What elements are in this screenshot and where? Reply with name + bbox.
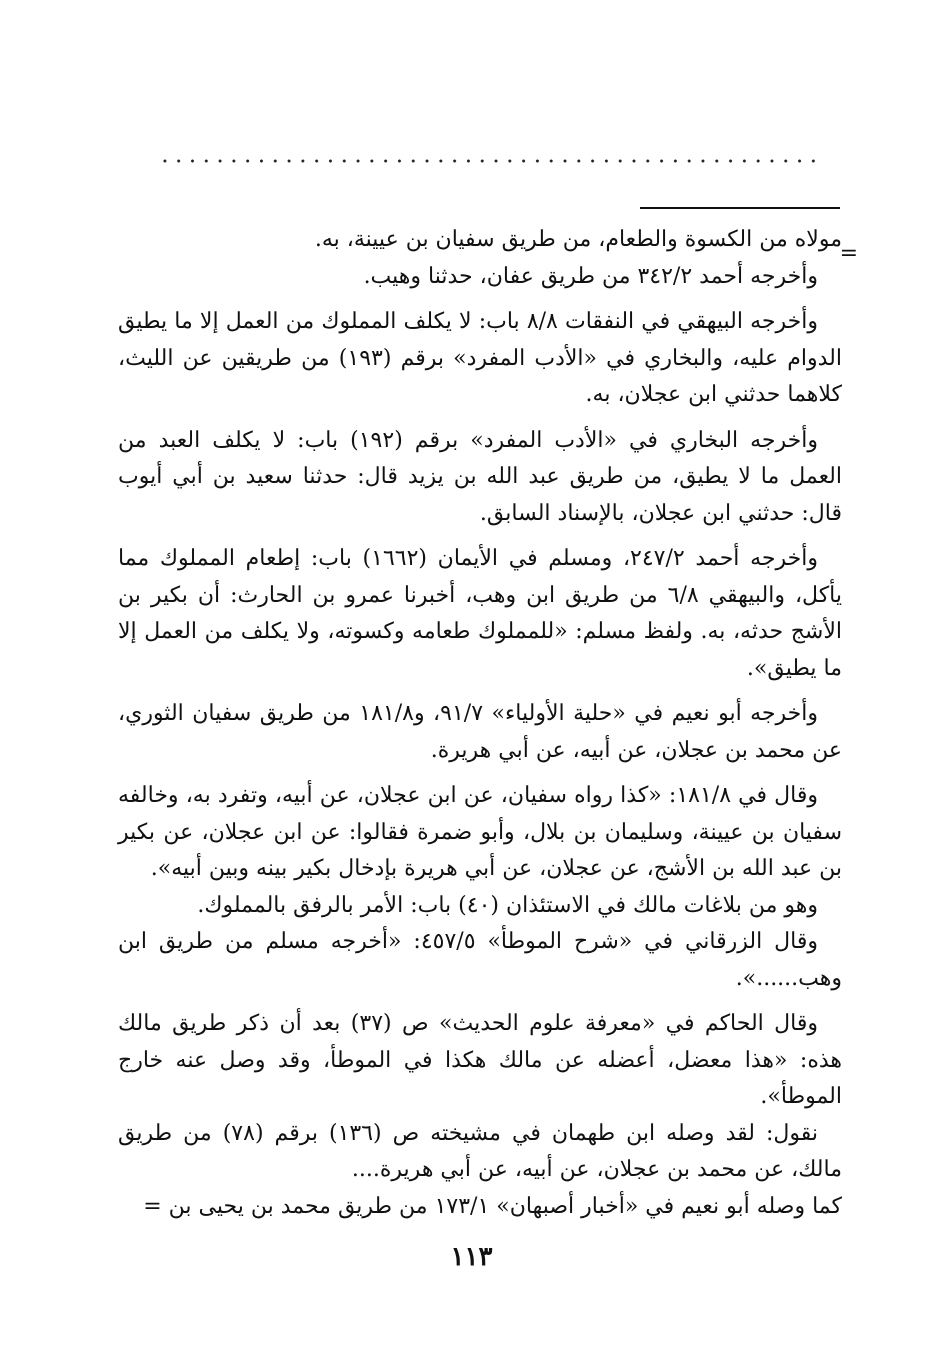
paragraph: وقال في ١٨١/٨: «كذا رواه سفيان، عن ابن عجلان، عن أبيه، وتفرد به، وخالفه سفيان بن عيينة، وسليمان بن بلال، وأبو ضمرة فقالوا: عن ابن عجلان، عن بكير بن عبد الله بن الأشج، عن عجلان، عن أبي هريرة بإدخال بكير بينه وبين أبيه».: [118, 783, 842, 881]
paragraph: كما وصله أبو نعيم في «أخبار أصبهان» ١٧٣/١ من طريق محمد بن يحيى بن =: [143, 1193, 842, 1219]
paragraph: وأخرجه أحمد ٢٤٧/٢، ومسلم في الأيمان (١٦٦٢) باب: إطعام المملوك مما يأكل، والبيهقي ٦/٨ من طريق ابن وهب، أخبرنا عمرو بن الحارث: أن بكير بن الأشج حدثه، به. ولفظ مسلم: «للمملوك طعامه وكسوته، ولا يكلف من العمل إلا ما يطيق».: [118, 546, 843, 681]
paragraph: وقال الحاكم في «معرفة علوم الحديث» ص (٣٧) بعد أن ذكر طريق مالك هذه: «هذا معضل، أعضله عن مالك هكذا في الموطأ، وقد وصل عنه خارج الموطأ».: [118, 1011, 842, 1109]
separator-dots: [158, 156, 822, 166]
paragraph: وهو من بلاغات مالك في الاستئذان (٤٠) باب: الأمر بالرفق بالمملوك.: [197, 892, 818, 918]
paragraph: وأخرجه البخاري في «الأدب المفرد» برقم (١٩٢) باب: لا يكلف العبد من العمل ما لا يطيق، من طريق عبد الله بن يزيد قال: حدثنا سعيد بن أبي أيوب قال: حدثني ابن عجلان، بالإسناد السابق.: [118, 427, 842, 526]
continuation-mark: =: [839, 241, 858, 266]
footnote-text: [118, 222, 858, 1225]
paragraph: وأخرجه البيهقي في النفقات ٨/٨ باب: لا يكلف المملوك من العمل إلا ما يطيق الدوام عليه، والبخاري في «الأدب المفرد» برقم (١٩٣) من طريقين عن الليث، كلاهما حدثني ابن عجلان، به.: [118, 309, 842, 407]
paragraph: نقول: لقد وصله ابن طهمان في مشيخته ص (١٣٦) برقم (٧٨) من طريق مالك، عن محمد بن عجلان، عن أبيه، عن أبي هريرة....: [118, 1120, 842, 1182]
paragraph: وقال الزرقاني في «شرح الموطأ» ٤٥٧/٥: «أخرجه مسلم من طريق ابن وهب......».: [118, 929, 842, 991]
paragraph: وأخرجه أحمد ٣٤٢/٢ من طريق عفان، حدثنا وهيب.: [363, 263, 818, 289]
page-number: ١١٣: [450, 1242, 493, 1272]
paragraph: وأخرجه أبو نعيم في «حلية الأولياء» ٩١/٧، و١٨١/٨ من طريق سفيان الثوري، عن محمد بن عجلان، عن أبيه، عن أبي هريرة.: [118, 701, 842, 763]
paragraph: مولاه من الكسوة والطعام، من طريق سفيان بن عيينة، به.: [314, 227, 842, 252]
footnote-rule: [640, 207, 840, 209]
